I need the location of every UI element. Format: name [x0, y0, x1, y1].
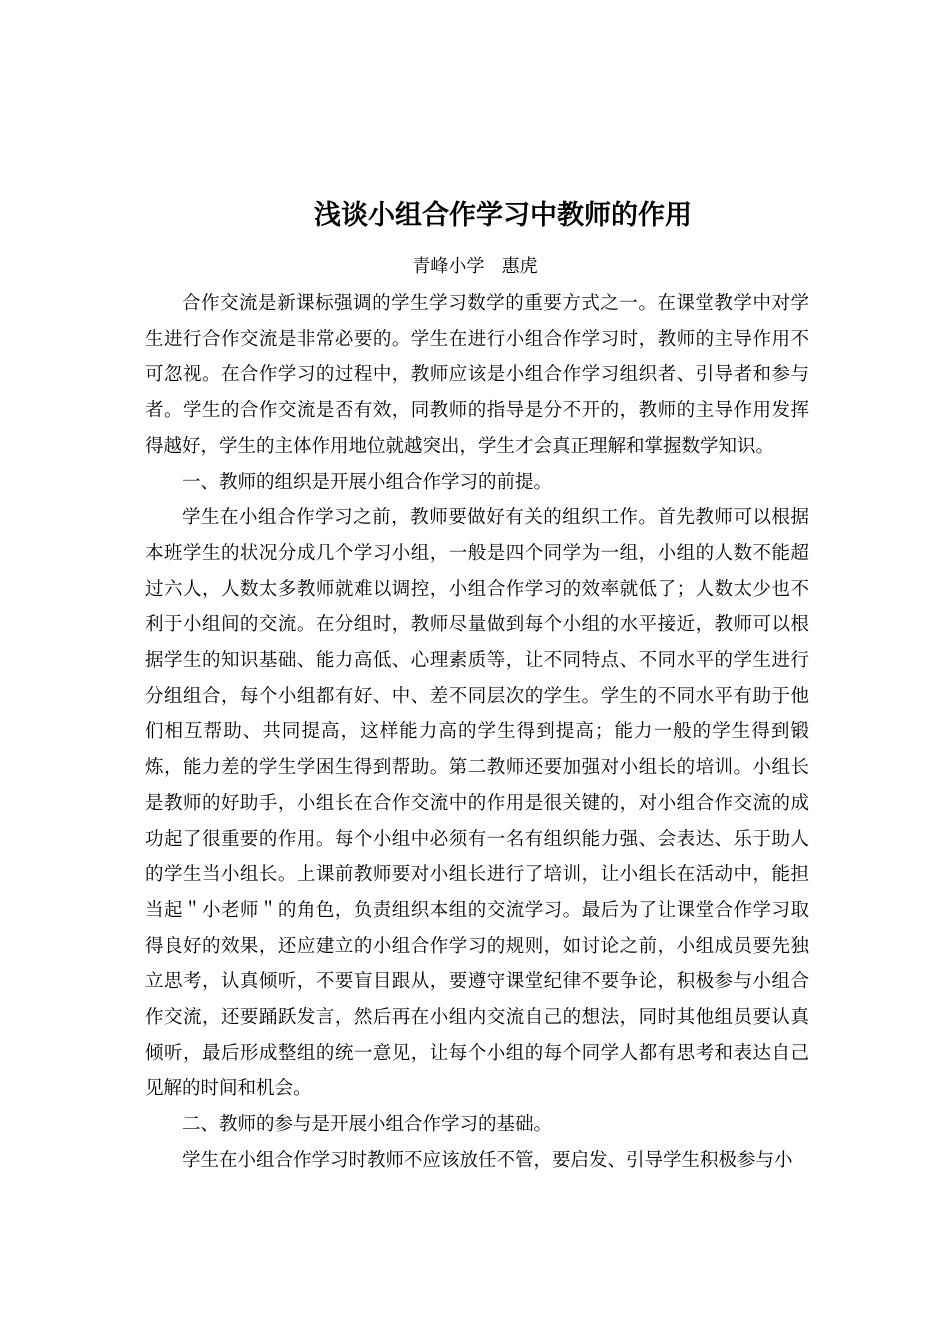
section-heading-2: 二、教师的参与是开展小组合作学习的基础。 [182, 1114, 553, 1136]
paragraph-intro: 合作交流是新课标强调的学生学习数学的重要方式之一。在课堂教学中对学生进行合作交流是非常必要的。学生在进行小组合作学习时，教师的主导作用不可忽视。在合作学习的过程中，教师应该是小组合作学习组织者、引导者和参与者。学生的合作交流是否有效，同教师的指导是分不开的，教师的主导作用发挥得越好，学生的主体作用地位就越突出，学生才会真正理解和掌握数学知识。 [145, 293, 809, 457]
section-heading-1: 一、教师的组织是开展小组合作学习的前提。 [182, 471, 553, 493]
document-body [145, 286, 809, 1179]
paragraph-section-1: 学生在小组合作学习之前，教师要做好有关的组织工作。首先教师可以根据本班学生的状况分成几个学习小组，一般是四个同学为一组，小组的人数不能超过六人，人数太多教师就难以调控，小组合作学习的效率就低了；人数太少也不利于小组间的交流。在分组时，教师尽量做到每个小组的水平接近，教师可以根据学生的知识基础、能力高低、心理素质等，让不同特点、不同水平的学生进行分组组合，每个小组都有好、中、差不同层次的学生。学生的不同水平有助于他们相互帮助、共同提高，这样能力高的学生得到提高；能力一般的学生得到锻炼，能力差的学生学困生得到帮助。第二教师还要加强对小组长的培训。小组长是教师的好助手，小组长在合作交流中的作用是很关键的，对小组合作交流的成功起了很重要的作用。每个小组中必须有一名有组织能力强、会表达、乐于助人的学生当小组长。上课前教师要对小组长进行了培训，让小组长在活动中，能担当起＂小老师＂的角色，负责组织本组的交流学习。最后为了让课堂合作学习取得良好的效果，还应建立的小组合作学习的规则，如讨论之前，小组成员要先独立思考，认真倾听，不要盲目跟从，要遵守课堂纪律不要争论，积极参与小组合作交流，还要踊跃发言，然后再在小组内交流自己的想法，同时其他组员要认真倾听，最后形成整组的统一意见，让每个小组的每个同学人都有思考和表达自己见解的时间和机会。 [145, 507, 809, 1100]
author-line: 青峰小学 惠虎 [412, 256, 538, 277]
document-title: 浅谈小组合作学习中教师的作用 [314, 200, 692, 231]
paragraph-section-2: 学生在小组合作学习时教师不应该放任不管，要启发、引导学生积极参与小 [182, 1149, 793, 1171]
